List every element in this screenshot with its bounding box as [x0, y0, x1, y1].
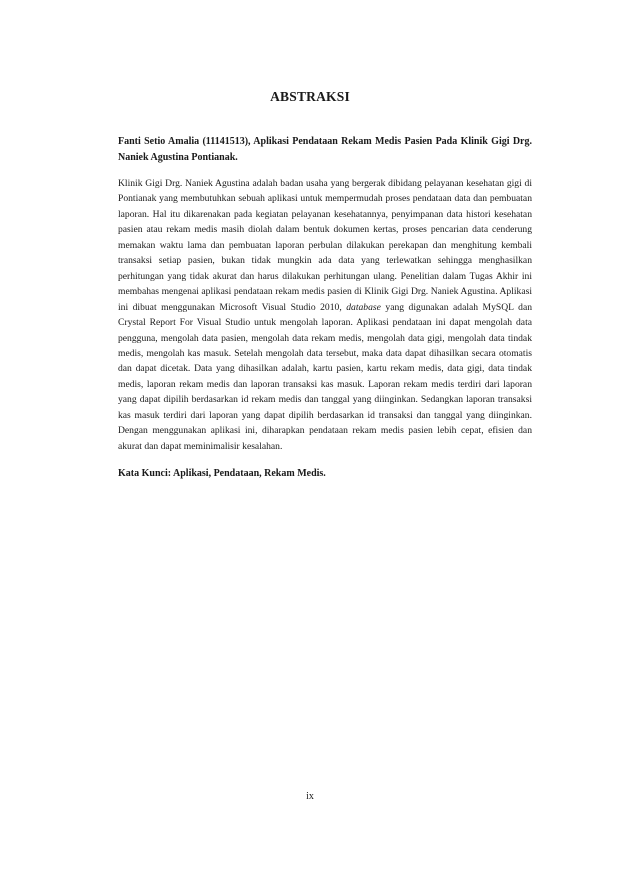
author-line: Fanti Setio Amalia (11141513), Aplikasi Pendataan Rekam Medis Pasien Pada Klinik Gigi Drg. Naniek Agustina Pontianak.: [118, 136, 532, 163]
abstract-text-part2: yang digunakan adalah MySQL dan Crystal Report For Visual Studio untuk mengolah laporan. Aplikasi pendataan ini dapat mengolah data pengguna, mengolah data pasien, mengolah data rekam medis, mengolah data gigi, mengolah data tindak medis, mengolah kas masuk. Setelah mengolah data tersebut, maka data dapat dihasilkan secara otomatis dan dapat dicetak. Data yang dihasilkan adalah, kartu pasien, kartu rekam medis, data gigi, data tindak medis, laporan rekam medis dan laporan transaksi kas masuk. Laporan rekam medis terdiri dari laporan yang dapat dipilih berdasarkan id rekam medis dan tanggal yang diinginkan. Sedangkan laporan transaksi kas masuk terdiri dari laporan yang dapat dipilih berdasarkan id transaksi dan tanggal yang diinginkan. Dengan menggunakan aplikasi ini, diharapkan pendataan rekam medis pasien lebih cepat, efisien dan akurat dan dapat meminimalisir kesalahan.: [118, 301, 533, 452]
page-title: ABSTRAKSI: [270, 89, 350, 104]
keywords-line: Kata Kunci: Aplikasi, Pendataan, Rekam Medis.: [118, 468, 326, 480]
abstract-text-part1: Klinik Gigi Drg. Naniek Agustina adalah badan usaha yang bergerak dibidang pelayanan kesehatan gigi di Pontianak yang membutuhkan sebuah aplikasi untuk mempermudah proses pendataan data dan pembuatan laporan. Hal itu dikarenakan pada kegiatan pelayanan kesehatannya, penyimpanan data histori kesehatan pasien atau rekam medis masih diolah dalam bentuk dokumen kertas, proses pencarian data cenderung memakan waktu lama dan pembuatan laporan perbulan dilakukan perekapan dan menghitung kembali transaksi setiap pasien, bukan tidak mungkin ada data yang terlewatkan sehingga menghasilkan perhitungan yang tidak akurat dan harus dilakukan perhitungan ulang. Penelitian dalam Tugas Akhir ini membahas mengenai aplikasi pendataan rekam medis pasien di Klinik Gigi Drg. Naniek Agustina. Aplikasi ini dibuat menggunakan Microsoft Visual Studio 2010,: [118, 178, 532, 313]
abstract-paragraph: [118, 176, 532, 454]
abstract-content: [118, 134, 532, 481]
page-number: ix: [306, 791, 314, 802]
abstract-italic-term: database: [346, 301, 381, 313]
